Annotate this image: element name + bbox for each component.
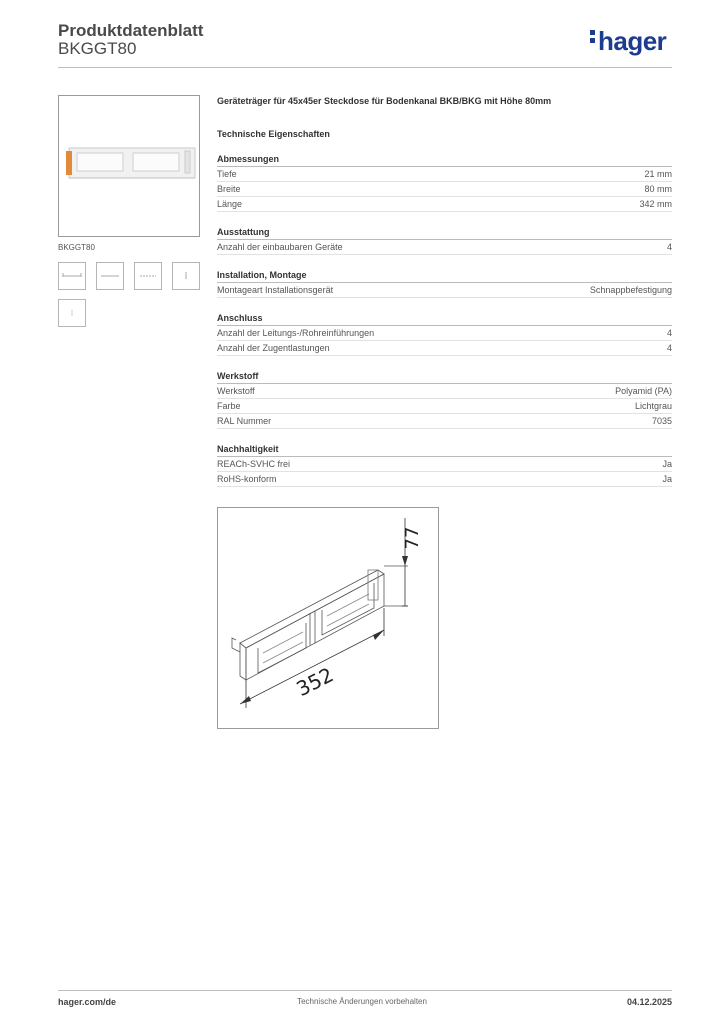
spec-row [217, 472, 672, 487]
specifications-column [217, 95, 672, 521]
spec-label: Breite [217, 184, 241, 194]
image-caption: BKGGT80 [58, 243, 95, 252]
section-abmessungen [217, 153, 672, 212]
spec-label: RoHS-konform [217, 474, 277, 484]
spec-value: 7035 [651, 416, 672, 426]
thumbnail-4[interactable] [172, 262, 200, 290]
spec-label: Anzahl der Leitungs-/Rohreinführungen [217, 328, 375, 338]
spec-row [217, 457, 672, 472]
section-installation [217, 269, 672, 298]
thumbnail-drawing-icon [59, 263, 85, 289]
document-title: Produktdatenblatt [58, 21, 204, 40]
hager-logo [590, 26, 666, 57]
header-divider [58, 67, 672, 68]
spec-row [217, 399, 672, 414]
spec-value: 4 [666, 328, 672, 338]
dimension-drawing-icon [218, 508, 438, 728]
spec-row [217, 283, 672, 298]
section-title: Werkstoff [217, 370, 672, 384]
section-title: Anschluss [217, 312, 672, 326]
section-title: Installation, Montage [217, 269, 672, 283]
spec-row [217, 326, 672, 341]
spec-row [217, 167, 672, 182]
spec-row [217, 384, 672, 399]
thumbnail-drawing-icon [97, 263, 123, 289]
footer-website-link[interactable]: hager.com/de [58, 997, 117, 1007]
section-ausstattung [217, 226, 672, 255]
spec-value: 80 mm [644, 184, 672, 194]
spec-label: Tiefe [217, 169, 237, 179]
spec-label: REACh-SVHC frei [217, 459, 291, 469]
tech-heading: Technische Eigenschaften [217, 129, 330, 139]
spec-row [217, 182, 672, 197]
spec-value: 4 [666, 242, 672, 252]
length-dimension-label: 352 [292, 662, 338, 702]
spec-value: 21 mm [644, 169, 672, 179]
section-werkstoff [217, 370, 672, 429]
spec-value: Polyamid (PA) [615, 386, 672, 396]
spec-label: RAL Nummer [217, 416, 272, 426]
spec-value: Ja [662, 459, 672, 469]
spec-value: Lichtgrau [634, 401, 672, 411]
footer-divider [58, 990, 672, 991]
spec-label: Farbe [217, 401, 241, 411]
section-anschluss [217, 312, 672, 356]
spec-row [217, 341, 672, 356]
thumbnail-drawing-icon [59, 300, 85, 326]
section-title: Nachhaltigkeit [217, 443, 672, 457]
section-title: Abmessungen [217, 153, 672, 167]
spec-value: Ja [662, 474, 672, 484]
spec-label: Werkstoff [217, 386, 255, 396]
footer-date: 04.12.2025 [626, 997, 672, 1007]
spec-value: 342 mm [639, 199, 672, 209]
spec-row [217, 240, 672, 255]
spec-label: Länge [217, 199, 243, 209]
spec-label: Anzahl der einbaubaren Geräte [217, 242, 343, 252]
spec-label: Montageart Installationsgerät [217, 285, 334, 295]
product-title: Geräteträger für 45x45er Steckdose für Bodenkanal BKB/BKG mit Höhe 80mm [217, 96, 552, 106]
spec-row [217, 197, 672, 212]
logo-wordmark: hager [598, 26, 667, 56]
thumbnail-drawing-icon [135, 263, 161, 289]
thumbnail-1[interactable] [58, 262, 86, 290]
footer-disclaimer: Technische Änderungen vorbehalten [297, 997, 427, 1006]
thumbnail-3[interactable] [134, 262, 162, 290]
logo-dots-icon [590, 30, 595, 46]
product-photo-icon [59, 96, 199, 236]
section-nachhaltigkeit [217, 443, 672, 487]
section-title: Ausstattung [217, 226, 672, 240]
technical-drawing[interactable] [217, 507, 439, 729]
thumbnail-2[interactable] [96, 262, 124, 290]
height-dimension-label: 77 [402, 526, 423, 550]
thumbnail-5[interactable] [58, 299, 86, 327]
spec-label: Anzahl der Zugentlastungen [217, 343, 330, 353]
product-image[interactable] [58, 95, 200, 237]
spec-value: 4 [666, 343, 672, 353]
spec-value: Schnappbefestigung [589, 285, 672, 295]
thumbnail-drawing-icon [173, 263, 199, 289]
product-code: BKGGT80 [58, 39, 137, 58]
spec-row [217, 414, 672, 429]
